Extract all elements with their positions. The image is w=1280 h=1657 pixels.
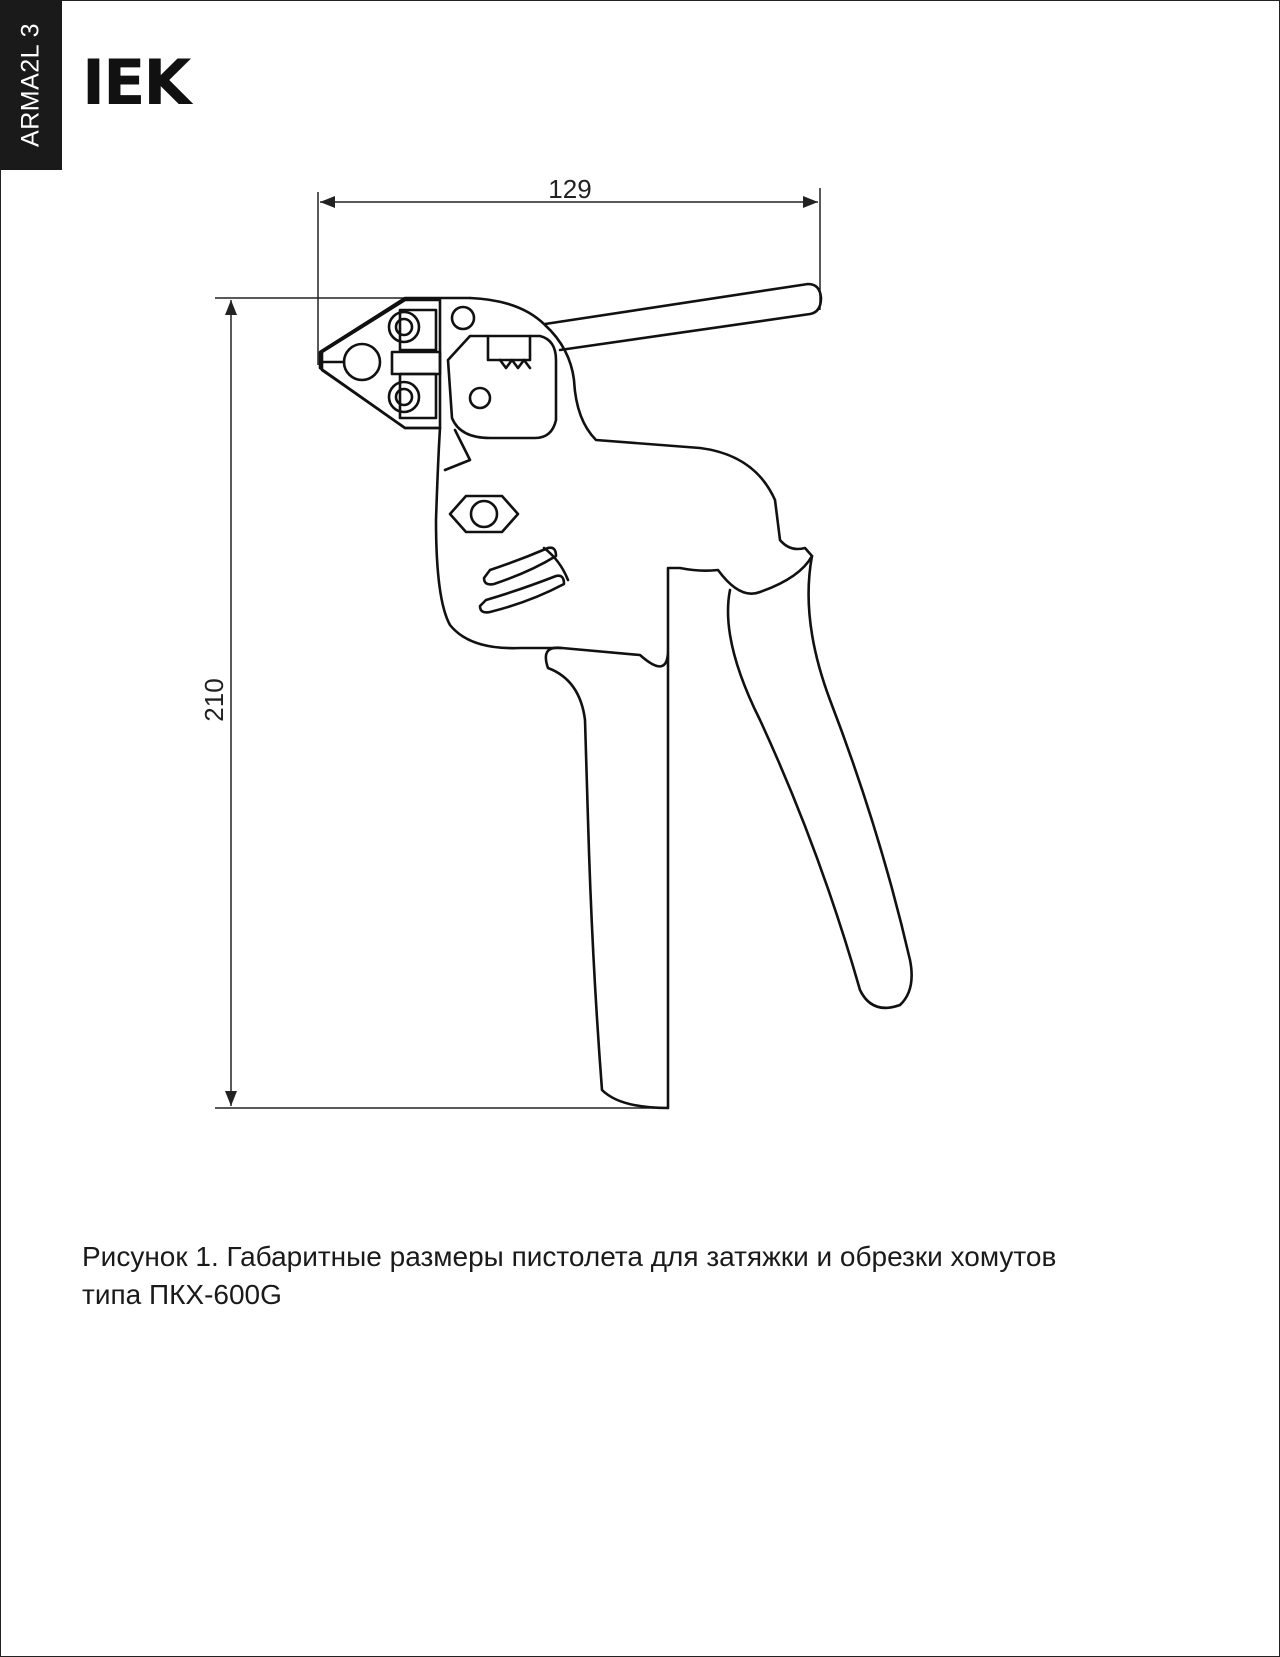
ratchet-pin xyxy=(470,388,490,408)
adjust-slot-2 xyxy=(480,576,564,613)
width-label: 129 xyxy=(548,174,592,204)
height-dimension xyxy=(215,298,660,1108)
jaw-screw-bottom xyxy=(389,382,419,412)
ratchet-housing xyxy=(448,336,556,438)
tool-body-right xyxy=(470,298,812,1108)
ratchet-window xyxy=(488,336,530,360)
iek-logo: IEK xyxy=(82,46,190,119)
hex-nut-bolt xyxy=(471,501,497,527)
jaw-screw-top xyxy=(389,312,419,342)
pawl-lever xyxy=(445,430,470,470)
front-pivot-hole xyxy=(344,344,380,380)
jaw-center-block xyxy=(392,352,440,374)
tool-outline xyxy=(320,284,912,1108)
figure-caption xyxy=(82,1238,1182,1314)
tension-rod xyxy=(545,284,821,350)
caption-line-2: типа ПКХ-600G xyxy=(82,1279,282,1310)
side-tab-label: ARMA2L 3 xyxy=(16,23,45,147)
height-label: 210 xyxy=(199,678,229,722)
caption-line-1: Рисунок 1. Габаритные размеры пистолета для затяжки и обрезки хомутов xyxy=(82,1241,1057,1272)
top-small-hole xyxy=(452,307,474,329)
trigger-handle xyxy=(728,556,912,1008)
